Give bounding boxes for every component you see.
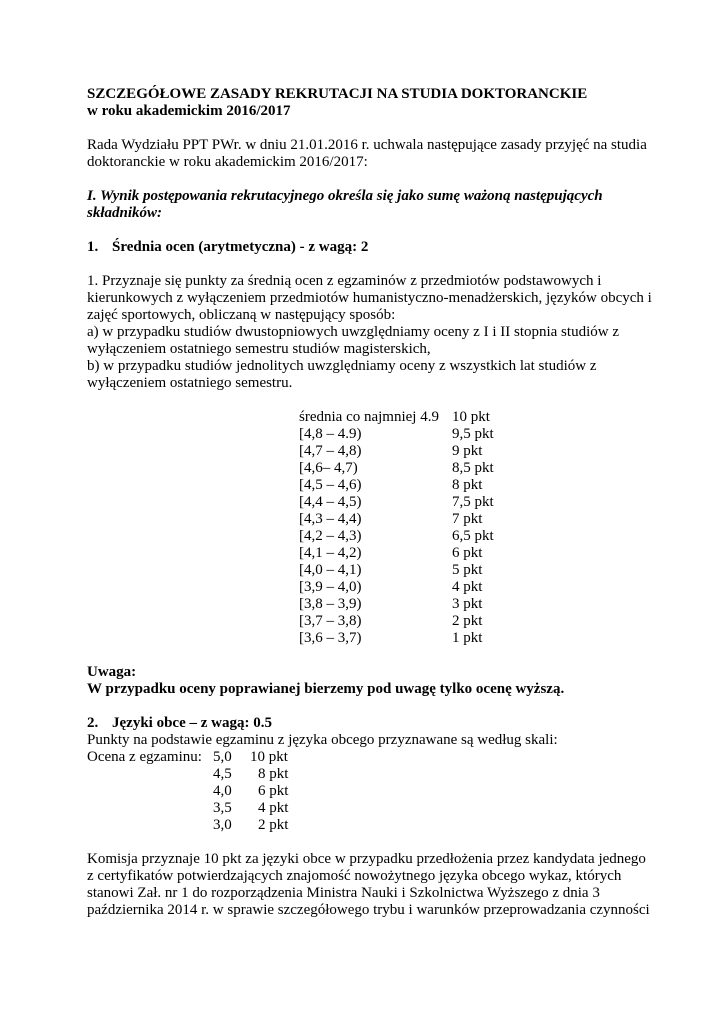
grade-points: 6 pkt: [452, 545, 483, 561]
scale-grade: 3,5: [213, 800, 232, 816]
scale-grade: 3,0: [213, 817, 232, 833]
scale-grade: 5,0: [213, 749, 232, 765]
grade-range: [4,5 – 4,6): [299, 477, 362, 493]
grade-range: [4,6– 4,7): [299, 460, 358, 476]
grade-points: 8 pkt: [452, 477, 483, 493]
paragraph-line: wyłączeniem ostatniego semestru studiów magisterskich,: [87, 341, 431, 357]
paragraph-line: stanowi Zał. nr 1 do rozporządzenia Ministra Nauki i Szkolnictwa Wyższego z dnia 3: [87, 885, 600, 901]
grade-range: [4,2 – 4,3): [299, 528, 362, 544]
grade-range: [4,1 – 4,2): [299, 545, 362, 561]
scale-grade: 4,0: [213, 783, 232, 799]
grade-range: [4,0 – 4,1): [299, 562, 362, 578]
grade-points: 2 pkt: [452, 613, 483, 629]
grade-range: [3,7 – 3,8): [299, 613, 362, 629]
paragraph-line: zajęć sportowych, obliczaną w następujący sposób:: [87, 307, 396, 323]
scale-grade: 4,5: [213, 766, 232, 782]
grade-points: 10 pkt: [452, 409, 490, 425]
scale-points: 2 pkt: [258, 817, 289, 833]
paragraph-line: z certyfikatów potwierdzających znajomość nowożytnego języka obcego wykaz, których: [87, 868, 622, 884]
grade-points: 8,5 pkt: [452, 460, 494, 476]
grade-points: 3 pkt: [452, 596, 483, 612]
scale-label: Ocena z egzaminu:: [87, 749, 202, 765]
grade-range: [3,9 – 4,0): [299, 579, 362, 595]
intro-line: Rada Wydziału PPT PWr. w dniu 21.01.2016 r. uchwala następujące zasady przyjęć na studia: [87, 137, 647, 153]
paragraph-line: wyłączeniem ostatniego semestru.: [87, 375, 293, 391]
document-subtitle: w roku akademickim 2016/2017: [87, 103, 291, 119]
grade-range: [4,4 – 4,5): [299, 494, 362, 510]
paragraph-line: 1. Przyznaje się punkty za średnią ocen z egzaminów z przedmiotów podstawowych i: [87, 273, 602, 289]
paragraph-line: a) w przypadku studiów dwustopniowych uwzględniamy oceny z I i II stopnia studiów z: [87, 324, 619, 340]
scale-points: 10 pkt: [250, 749, 288, 765]
item-heading-bold: Języki obce: [112, 715, 186, 731]
grade-range: [4,8 – 4.9): [299, 426, 362, 442]
paragraph-line: b) w przypadku studiów jednolitych uwzględniamy oceny z wszystkich lat studiów z: [87, 358, 597, 374]
grade-points: 9,5 pkt: [452, 426, 494, 442]
grade-points: 6,5 pkt: [452, 528, 494, 544]
grade-range: średnia co najmniej 4.9: [299, 409, 439, 425]
item-number: 1.: [87, 239, 99, 255]
scale-points: 8 pkt: [258, 766, 289, 782]
document-title: SZCZEGÓŁOWE ZASADY REKRUTACJI NA STUDIA DOKTORANCKIE: [87, 86, 588, 102]
scale-points: 6 pkt: [258, 783, 289, 799]
paragraph-line: Punkty na podstawie egzaminu z języka obcego przyznawane są według skali:: [87, 732, 558, 748]
grade-points: 5 pkt: [452, 562, 483, 578]
grade-range: [4,7 – 4,8): [299, 443, 362, 459]
scale-points: 4 pkt: [258, 800, 289, 816]
note-label: Uwaga:: [87, 664, 137, 680]
section-heading: I. Wynik postępowania rekrutacyjnego określa się jako sumę ważoną następujących: [87, 188, 603, 204]
section-heading: składników:: [87, 205, 163, 221]
item-number: 2.: [87, 715, 99, 731]
grade-range: [4,3 – 4,4): [299, 511, 362, 527]
item-heading: Średnia ocen (arytmetyczna) - z wagą: 2: [112, 239, 369, 255]
item-heading: [112, 715, 272, 732]
grade-points: 1 pkt: [452, 630, 483, 646]
paragraph-line: października 2014 r. w sprawie szczegółowego trybu i warunków przeprowadzania czynności: [87, 902, 650, 918]
grade-points: 9 pkt: [452, 443, 483, 459]
paragraph-line: kierunkowych z wyłączeniem przedmiotów humanistyczno-menadżerskich, języków obcych i: [87, 290, 652, 306]
grade-range: [3,8 – 3,9): [299, 596, 362, 612]
grade-points: 7,5 pkt: [452, 494, 494, 510]
grade-points: 4 pkt: [452, 579, 483, 595]
item-heading-rest: – z wagą: 0.5: [185, 715, 272, 731]
paragraph-line: Komisja przyznaje 10 pkt za języki obce w przypadku przedłożenia przez kandydata jednego: [87, 851, 646, 867]
grade-range: [3,6 – 3,7): [299, 630, 362, 646]
intro-line: doktoranckie w roku akademickim 2016/2017:: [87, 154, 368, 170]
grade-points: 7 pkt: [452, 511, 483, 527]
note-text: W przypadku oceny poprawianej bierzemy pod uwagę tylko ocenę wyższą.: [87, 681, 565, 697]
